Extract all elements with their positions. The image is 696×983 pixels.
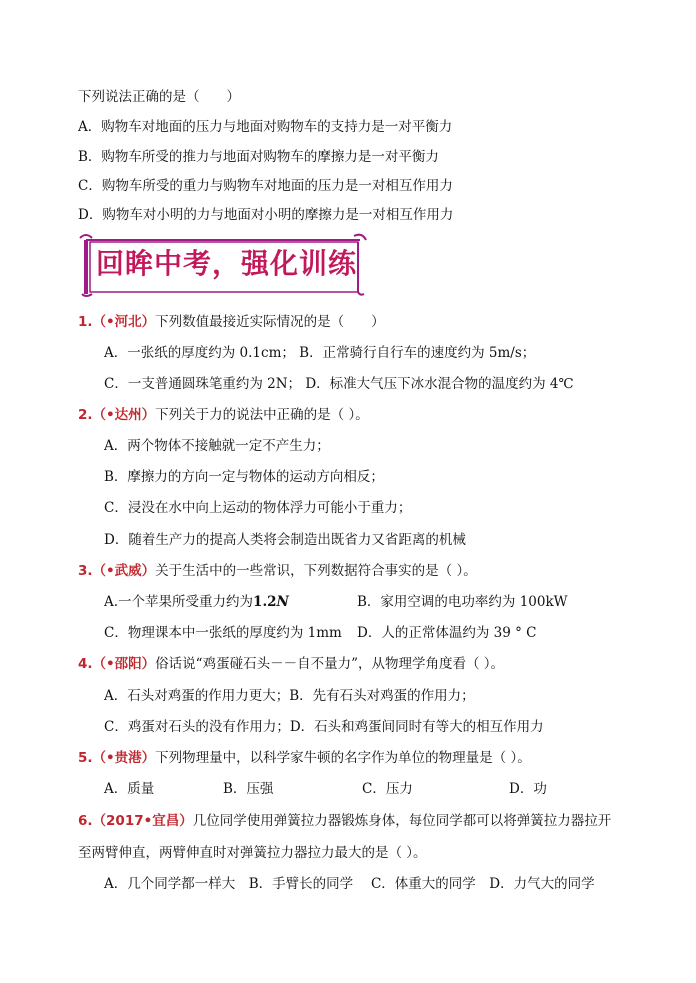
option-value: 1.2 — [253, 594, 277, 610]
question-5-option-c: C．压力 — [362, 781, 413, 797]
intro-option-b: B．购物车所受的推力与地面对购物车的摩擦力是一对平衡力 — [78, 149, 439, 165]
question-5-option-a: A．质量 — [104, 781, 155, 797]
question-6-header — [78, 812, 611, 830]
question-1-header — [78, 313, 385, 331]
question-5-option-b: B．压强 — [223, 781, 274, 797]
question-1-line-2: C．一支普通圆珠笔重约为 2N； D．标准大气压下冰水混合物的温度约为 4℃ — [104, 376, 574, 392]
question-number: 5. — [78, 750, 93, 766]
question-stem: 关于生活中的一些常识，下列数据符合事实的是（ ）。 — [155, 563, 477, 579]
intro-option-c: C．购物车所受的重力与购物车对地面的压力是一对相互作用力 — [78, 178, 453, 194]
question-source: （•河北） — [92, 314, 156, 330]
question-stem: 俗话说“鸡蛋碰石头－－自不量力”，从物理学角度看（ ）。 — [155, 656, 505, 672]
question-source: （•贵港） — [92, 750, 156, 766]
option-text: A.一个苹果所受重力约为 — [104, 594, 254, 610]
option-unit: N — [276, 594, 289, 610]
question-2-option-a: A．两个物体不接触就一定不产生力； — [104, 438, 330, 454]
question-3-option-a — [104, 593, 289, 611]
question-number: 4. — [78, 656, 93, 672]
question-number: 2. — [78, 407, 93, 423]
question-5-header — [78, 749, 531, 767]
question-3-option-c: C．物理课本中一张纸的厚度约为 1mm — [104, 625, 342, 641]
question-3-header — [78, 562, 477, 580]
question-6-stem-continued: 至两臂伸直，两臂伸直时对弹簧拉力器拉力最大的是（ ）。 — [78, 845, 427, 861]
intro-stem: 下列说法正确的是（ ） — [78, 89, 240, 105]
question-stem: 几位同学使用弹簧拉力器锻炼身体，每位同学都可以将弹簧拉力器拉开 — [192, 813, 612, 829]
question-4-line-2: C．鸡蛋对石头的没有作用力；D．石头和鸡蛋间同时有等大的相互作用力 — [104, 719, 544, 735]
intro-option-a: A．购物车对地面的压力与地面对购物车的支持力是一对平衡力 — [78, 119, 453, 135]
question-5-option-d: D．功 — [509, 781, 547, 797]
question-stem: 下列关于力的说法中正确的是（ ）。 — [155, 407, 369, 423]
question-2-option-c: C．浸没在水中向上运动的物体浮力可能小于重力； — [104, 500, 412, 516]
section-banner-title: 回眸中考，强化训练 — [96, 247, 358, 280]
question-3-option-b: B．家用空调的电功率约为 100kW — [357, 594, 568, 610]
question-number: 1. — [78, 314, 93, 330]
question-6-options: A．几个同学都一样大 B．手臂长的同学 C．体重大的同学 D．力气大的同学 — [104, 876, 595, 892]
question-number: 6. — [78, 813, 93, 829]
question-2-option-b: B．摩擦力的方向一定与物体的运动方向相反； — [104, 469, 384, 485]
question-4-header — [78, 655, 504, 673]
question-2-header — [78, 406, 369, 424]
intro-option-d: D．购物车对小明的力与地面对小明的摩擦力是一对相互作用力 — [78, 207, 454, 223]
question-source: （•达州） — [92, 407, 156, 423]
question-source: （2017•宜昌） — [92, 813, 193, 829]
question-2-option-d: D．随着生产力的提高人类将会制造出既省力又省距离的机械 — [104, 532, 466, 548]
question-stem: 下列数值最接近实际情况的是（ ） — [155, 314, 385, 330]
question-4-line-1: A．石头对鸡蛋的作用力更大；B．先有石头对鸡蛋的作用力； — [104, 688, 475, 704]
question-source: （•武威） — [92, 563, 156, 579]
question-stem: 下列物理量中，以科学家牛顿的名字作为单位的物理量是（ ）。 — [155, 750, 531, 766]
question-3-option-d: D．人的正常体温约为 39 ° C — [357, 625, 537, 641]
question-1-line-1: A．一张纸的厚度约为 0.1cm； B．正常骑行自行车的速度约为 5m/s； — [104, 345, 536, 361]
question-number: 3. — [78, 563, 93, 579]
question-source: （•邵阳） — [92, 656, 156, 672]
